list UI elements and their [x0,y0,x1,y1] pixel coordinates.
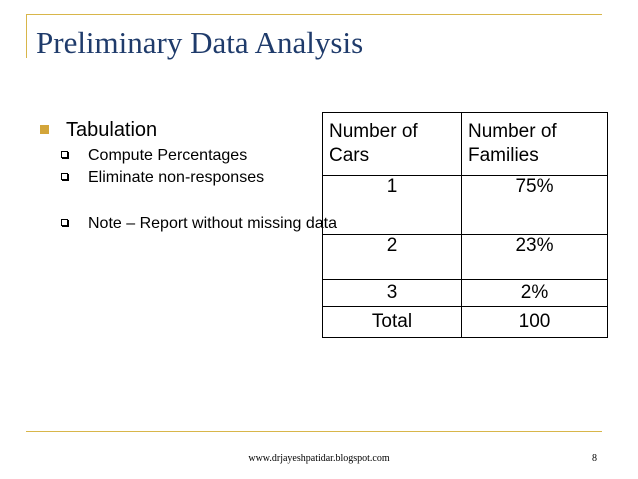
table-cell: 75% [462,176,608,235]
bullet-text: Tabulation [66,119,158,141]
top-rule [26,14,602,15]
sub-bullet-item [40,214,340,234]
hollow-square-bullet-icon [61,219,68,226]
table-header-cell: Number of Cars [323,113,462,176]
table-cell: 100 [462,307,608,338]
table-cell: 3 [323,280,462,307]
footer-url: www.drjayeshpatidar.blogspot.com [248,453,390,464]
table-row [323,307,608,338]
bullet-item [40,116,340,144]
table-header-cell: Number of Families [462,113,608,176]
slide-title: Preliminary Data Analysis [36,25,364,60]
sub-bullet-item [40,168,340,188]
sub-bullet-item [40,146,340,166]
table-row [323,176,608,235]
table-cell: 23% [462,235,608,280]
table-header-row [323,113,608,176]
page-number: 8 [592,453,597,464]
table-cell: 2% [462,280,608,307]
sub-bullet-text: Eliminate non-responses [88,169,265,186]
table-row [323,235,608,280]
sub-bullet-text: Note – Report without missing data [88,215,338,232]
bullet-list [40,116,340,234]
square-bullet-icon [40,125,49,134]
table-row [323,280,608,307]
table-cell: 2 [323,235,462,280]
data-table [322,112,608,338]
hollow-square-bullet-icon [61,173,68,180]
left-rule [26,14,27,58]
table-cell: Total [323,307,462,338]
table-cell: 1 [323,176,462,235]
bottom-rule [26,431,602,432]
hollow-square-bullet-icon [61,151,68,158]
sub-bullet-text: Compute Percentages [88,147,248,164]
